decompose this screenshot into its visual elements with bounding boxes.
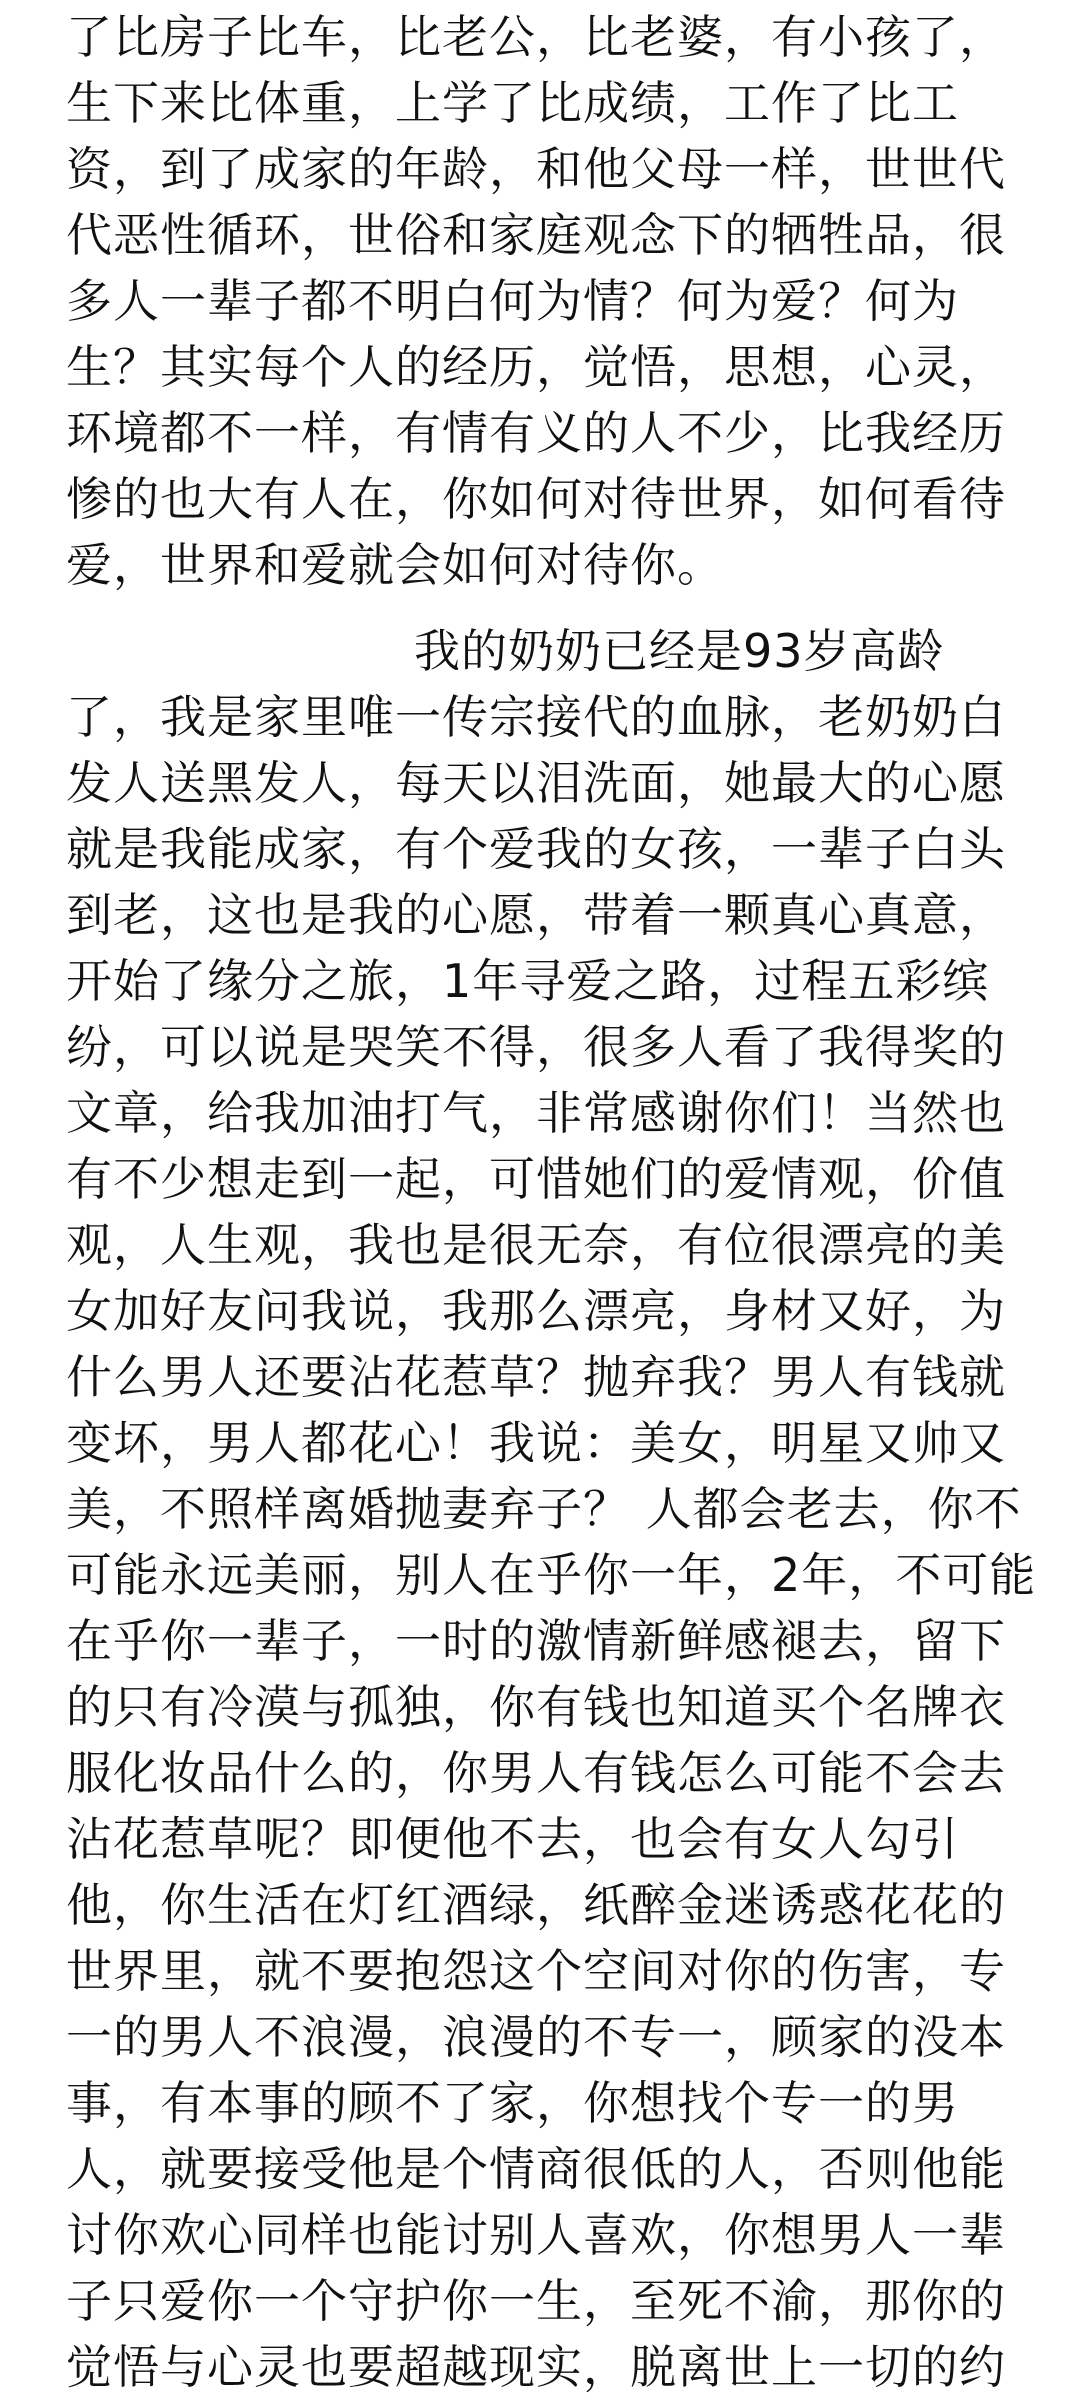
- text-line: 生？其实每个人的经历，觉悟，思想，心灵，: [66, 340, 1006, 394]
- text-line: 到老，这也是我的心愿，带着一颗真心真意，: [66, 888, 1006, 942]
- text-line: 什么男人还要沾花惹草？抛弃我？男人有钱就: [66, 1350, 1006, 1404]
- text-line: 他，你生活在灯红酒绿，纸醉金迷诱惑花花的: [66, 1878, 1006, 1932]
- text-line: 变坏，男人都花心！我说：美女，明星又帅又: [66, 1416, 1006, 1470]
- text-line: 观，人生观，我也是很无奈，有位很漂亮的美: [66, 1218, 1006, 1272]
- text-line: 世界里，就不要抱怨这个空间对你的伤害，专: [66, 1944, 1006, 1998]
- text-line: 的只有冷漠与孤独，你有钱也知道买个名牌衣: [66, 1680, 1006, 1734]
- paragraph-1: [66, 4, 1026, 598]
- text-line: 觉悟与心灵也要超越现实，脱离世上一切的约: [66, 2340, 1006, 2394]
- text-line: 纷，可以说是哭笑不得，很多人看了我得奖的: [66, 1020, 1006, 1074]
- text-line: 发人送黑发人，每天以泪洗面，她最大的心愿: [66, 756, 1006, 810]
- text-line: 在乎你一辈子，一时的激情新鲜感褪去，留下: [66, 1614, 1006, 1668]
- paragraph-2: [66, 618, 1037, 2400]
- text-line: 可能永远美丽，别人在乎你一年，2年，不可能: [66, 1548, 1037, 1602]
- text-line: 子只爱你一个守护你一生，至死不渝，那你的: [66, 2274, 1006, 2328]
- text-line: 资，到了成家的年龄，和他父母一样，世世代: [66, 142, 1006, 196]
- text-line: 了比房子比车，比老公，比老婆，有小孩了，: [66, 10, 1006, 64]
- text-line: 服化妆品什么的，你男人有钱怎么可能不会去: [66, 1746, 1006, 1800]
- text-line: 有不少想走到一起，可惜她们的爱情观，价值: [66, 1152, 1006, 1206]
- text-line: 美，不照样离婚抛妻弃子？ 人都会老去，你不: [66, 1482, 1022, 1536]
- text-line: 生下来比体重，上学了比成绩，工作了比工: [66, 76, 959, 130]
- text-line: 代恶性循环，世俗和家庭观念下的牺牲品，很: [66, 208, 1006, 262]
- text-line: 就是我能成家，有个爱我的女孩，一辈子白头: [66, 822, 1006, 876]
- text-line: 环境都不一样，有情有义的人不少，比我经历: [66, 406, 1006, 460]
- text-line: 人，就要接受他是个情商很低的人，否则他能: [66, 2142, 1006, 2196]
- text-line: 讨你欢心同样也能讨别人喜欢，你想男人一辈: [66, 2208, 1006, 2262]
- text-line: 惨的也大有人在，你如何对待世界，如何看待: [66, 472, 1006, 526]
- text-line: 文章，给我加油打气，非常感谢你们！当然也: [66, 1086, 1006, 1140]
- text-line: 多人一辈子都不明白何为情？何为爱？何为: [66, 274, 959, 328]
- text-line: 了，我是家里唯一传宗接代的血脉，老奶奶白: [66, 690, 1006, 744]
- text-line: 女加好友问我说，我那么漂亮，身材又好，为: [66, 1284, 1006, 1338]
- text-line: 一的男人不浪漫，浪漫的不专一，顾家的没本: [66, 2010, 1006, 2064]
- text-line: 爱，世界和爱就会如何对待你。: [66, 538, 724, 592]
- text-line: 事，有本事的顾不了家，你想找个专一的男: [66, 2076, 959, 2130]
- text-line-indented: 我的奶奶已经是93岁高龄: [414, 624, 945, 678]
- text-line: 沾花惹草呢？即便他不去，也会有女人勾引: [66, 1812, 959, 1866]
- text-line: 开始了缘分之旅，1年寻爱之路，过程五彩缤: [66, 954, 990, 1008]
